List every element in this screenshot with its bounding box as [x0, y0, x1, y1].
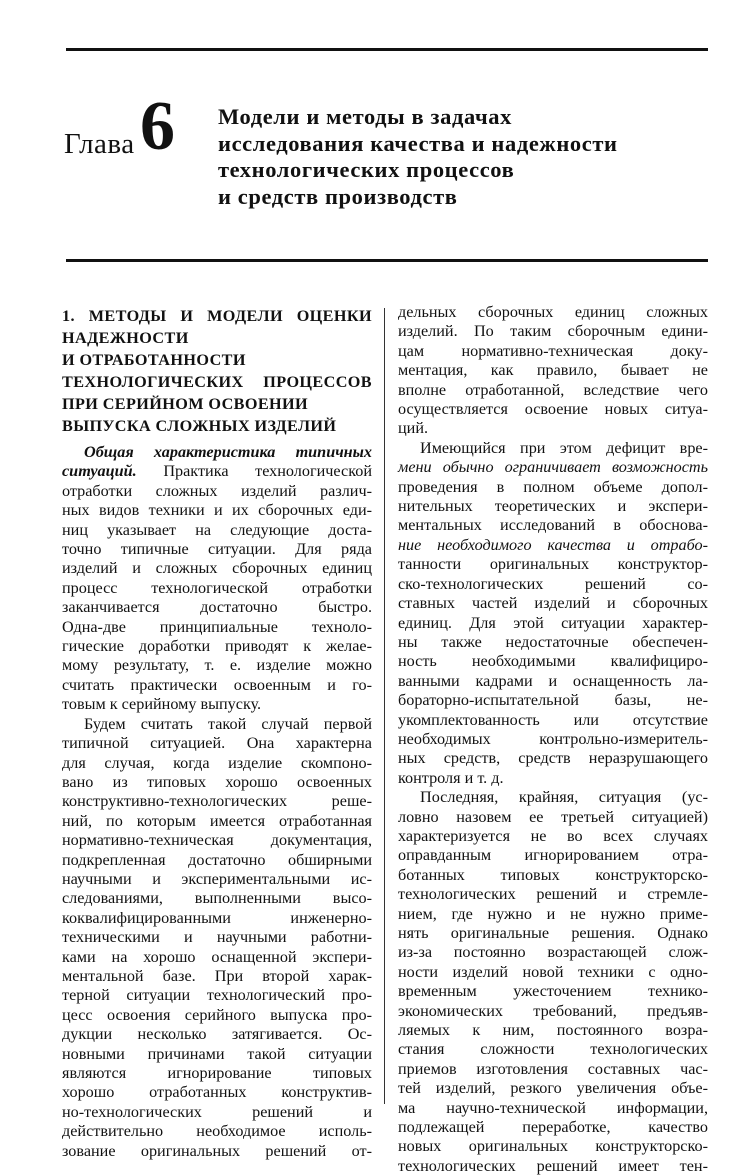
text-line: нять оригинальные решения. Однако: [398, 924, 708, 942]
text-line: ности изделий новой техники с одно-: [398, 962, 708, 981]
text-line: технологических решений имеет тен-: [398, 1156, 708, 1175]
text-line: для случая, когда изделие скомпоно-: [62, 753, 372, 772]
text-line: Одна-две принципиальные техноло-: [62, 617, 372, 636]
text-line: процесс технологической отработки: [62, 578, 372, 597]
text-line: ками на хорошо оснащенной экспери-: [62, 947, 372, 966]
text-line: ментация, как правило, бывает не: [398, 361, 708, 380]
text-line: [398, 536, 708, 555]
text-line: мени обычно ограничивает возможность: [398, 458, 708, 477]
text-line: вполне отработанной, вследствие чего: [398, 380, 708, 399]
chapter-number: 6: [140, 88, 175, 165]
section-title-line: ТЕХНОЛОГИЧЕСКИХ ПРОЦЕССОВ: [62, 373, 372, 391]
run-in-heading: Общая характеристика типичных: [84, 443, 372, 461]
left-paragraph-1: [62, 443, 372, 715]
text-line: временным ужесточением технико-: [398, 982, 708, 1001]
section-title-line: 1. МЕТОДЫ И МОДЕЛИ ОЦЕНКИ: [62, 307, 372, 325]
text-line: танности оригинальных конструктор-: [398, 555, 708, 574]
text-line: гические доработки приводят к желае-: [62, 637, 372, 656]
text-line: ментальной базе. При второй харак-: [62, 966, 372, 985]
bottom-rule: [66, 259, 708, 262]
text-line: ботанных типовых конструкторско-: [398, 865, 708, 884]
text-line: экономических требований, предъяв-: [398, 1001, 708, 1020]
text-line: цам нормативно-техническая доку-: [398, 341, 708, 360]
text-line: подлежащей переработке, качество: [398, 1118, 708, 1137]
text-line: коквалифицированными инженерно-: [62, 908, 372, 927]
section-title-line: НАДЕЖНОСТИ: [62, 329, 189, 347]
left-paragraph-2: [62, 715, 372, 1161]
text-line: подкрепленная достаточно обширными: [62, 850, 372, 869]
chapter-title-line: и средств производств: [218, 183, 458, 209]
text-line: конструктивно-технологических реше-: [62, 792, 372, 811]
section-title-line: И ОТРАБОТАННОСТИ: [62, 351, 246, 369]
text-line: дельных сборочных единиц сложных: [398, 303, 708, 321]
run-in-heading-end: ситуаций.: [62, 462, 137, 481]
text-line: ных средств, средств неразрушающего: [398, 749, 708, 768]
text-line: но-технологических решений и: [62, 1102, 372, 1121]
text-line: изделий. По таким сборочным едини-: [398, 322, 708, 341]
text-line: научными и экспериментальными ис-: [62, 869, 372, 888]
text-line: являются игнорирование типовых: [62, 1064, 372, 1082]
text-run: ние необходимого качества и отрабо-: [398, 535, 708, 554]
section-title: [62, 305, 372, 437]
column-divider: [384, 308, 385, 1104]
right-paragraph-2: [398, 439, 708, 788]
chapter-title-line: исследования качества и надежности: [218, 130, 618, 156]
text-line: Будем считать такой случай первой: [84, 714, 372, 733]
text-line: необходимых контрольно-измеритель-: [398, 729, 708, 748]
text-line: [62, 443, 372, 462]
chapter-title: [218, 104, 698, 210]
text-line: ниц указывает на следующие доста-: [62, 520, 372, 539]
text-line: стания сложности технологических: [398, 1040, 708, 1059]
text-line: ставных частей изделий и сборочных: [398, 594, 708, 613]
text-line: характеризуется не во всех случаях: [398, 826, 708, 845]
text-line: цесс освоения серийного выпуска про-: [62, 1005, 372, 1024]
text-line: ний, по которым имеется отработанная: [62, 811, 372, 830]
right-paragraph-3: [398, 788, 708, 1176]
text-line: ность необходимыми квалифициро-: [398, 652, 708, 671]
text-line: ванными кадрами и оснащенность ла-: [398, 671, 708, 690]
text-line: единиц. Для этой ситуации характер-: [398, 613, 708, 632]
text-line: ций.: [398, 419, 429, 438]
text-line: тей изделий, резкого увеличения объе-: [398, 1079, 708, 1098]
text-line: товым к серийному выпуску.: [62, 695, 262, 714]
text-line: точно типичные ситуации. Для ряда: [62, 540, 372, 559]
text-line: отработки сложных изделий различ-: [62, 481, 372, 500]
left-column: [62, 305, 372, 1161]
text-line: ментальных исследований в обоснова-: [398, 516, 708, 535]
text-line: контроля и т. д.: [398, 768, 504, 787]
text-line: новными причинами такой ситуации: [62, 1044, 372, 1063]
chapter-title-line: Модели и методы в задачах: [218, 104, 512, 129]
text-line: нительных теоретических и экспери-: [398, 497, 708, 516]
text-line: Имеющийся при этом дефицит вре-: [420, 438, 708, 457]
text-line: действительно необходимое исполь-: [62, 1122, 372, 1141]
text-line: ных видов техники и их сборочных еди-: [62, 501, 372, 520]
chapter-word: Глава: [64, 128, 135, 160]
text-line: ма научно-технической информации,: [398, 1098, 708, 1117]
text-line: заканчивается достаточно быстро.: [62, 598, 372, 617]
text-line: укомплектованность или отсутствие: [398, 710, 708, 729]
text-line: терной ситуации технологический про-: [62, 986, 372, 1005]
text-line: из-за постоянно возрастающей слож-: [398, 943, 708, 962]
text-line: технологических решений и стремле-: [398, 885, 708, 904]
text-line: новых оригинальных конструкторско-: [398, 1137, 708, 1156]
text-line: проведения в полном объеме допол-: [398, 477, 708, 496]
text-line: ловно назовем ее третьей ситуацией): [398, 807, 708, 826]
text-line: [62, 462, 372, 481]
right-paragraph-1: [398, 303, 708, 439]
text-line: осуществляется освоение новых ситуа-: [398, 400, 708, 419]
text-line: нием, где нужно и не нужно приме-: [398, 904, 708, 923]
text-line: ско-технологических решений со-: [398, 574, 708, 593]
text-line: дукции несколько затягивается. Ос-: [62, 1025, 372, 1044]
text-line: вано из типовых хорошо освоенных: [62, 772, 372, 791]
text-line: изделий и сложных сборочных единиц: [62, 559, 372, 578]
text-line: типичной ситуацией. Она характерна: [62, 734, 372, 753]
text-line: зование оригинальных решений от-: [62, 1141, 372, 1160]
text-line: следованиями, выполненными высо-: [62, 889, 372, 908]
section-title-line: ПРИ СЕРИЙНОМ ОСВОЕНИИ: [62, 395, 309, 413]
text-line: Последняя, крайняя, ситуация (ус-: [420, 788, 708, 807]
chapter-title-line: технологических процессов: [218, 157, 515, 182]
text-line: считать практически освоенным и го-: [62, 675, 372, 694]
text-line: ляемых к ним, постоянного возра-: [398, 1021, 708, 1040]
text-line: бораторно-испытательной базы, не-: [398, 691, 708, 710]
section-title-line: ВЫПУСКА СЛОЖНЫХ ИЗДЕЛИЙ: [62, 417, 337, 435]
text-line: ны также недостаточные обеспечен-: [398, 632, 708, 651]
right-column: [398, 303, 708, 1176]
text-line: мому результату, т. е. изделие можно: [62, 656, 372, 675]
text-line: приемов изготовления составных час-: [398, 1059, 708, 1078]
top-rule: [66, 48, 708, 51]
text-line: нормативно-техническая документация,: [62, 831, 372, 850]
text-run: Практика технологической: [163, 462, 372, 481]
text-line: техническими и научными работни-: [62, 928, 372, 947]
text-line: оправданным игнорированием отра-: [398, 846, 708, 865]
text-line: хорошо отработанных конструктив-: [62, 1083, 372, 1102]
